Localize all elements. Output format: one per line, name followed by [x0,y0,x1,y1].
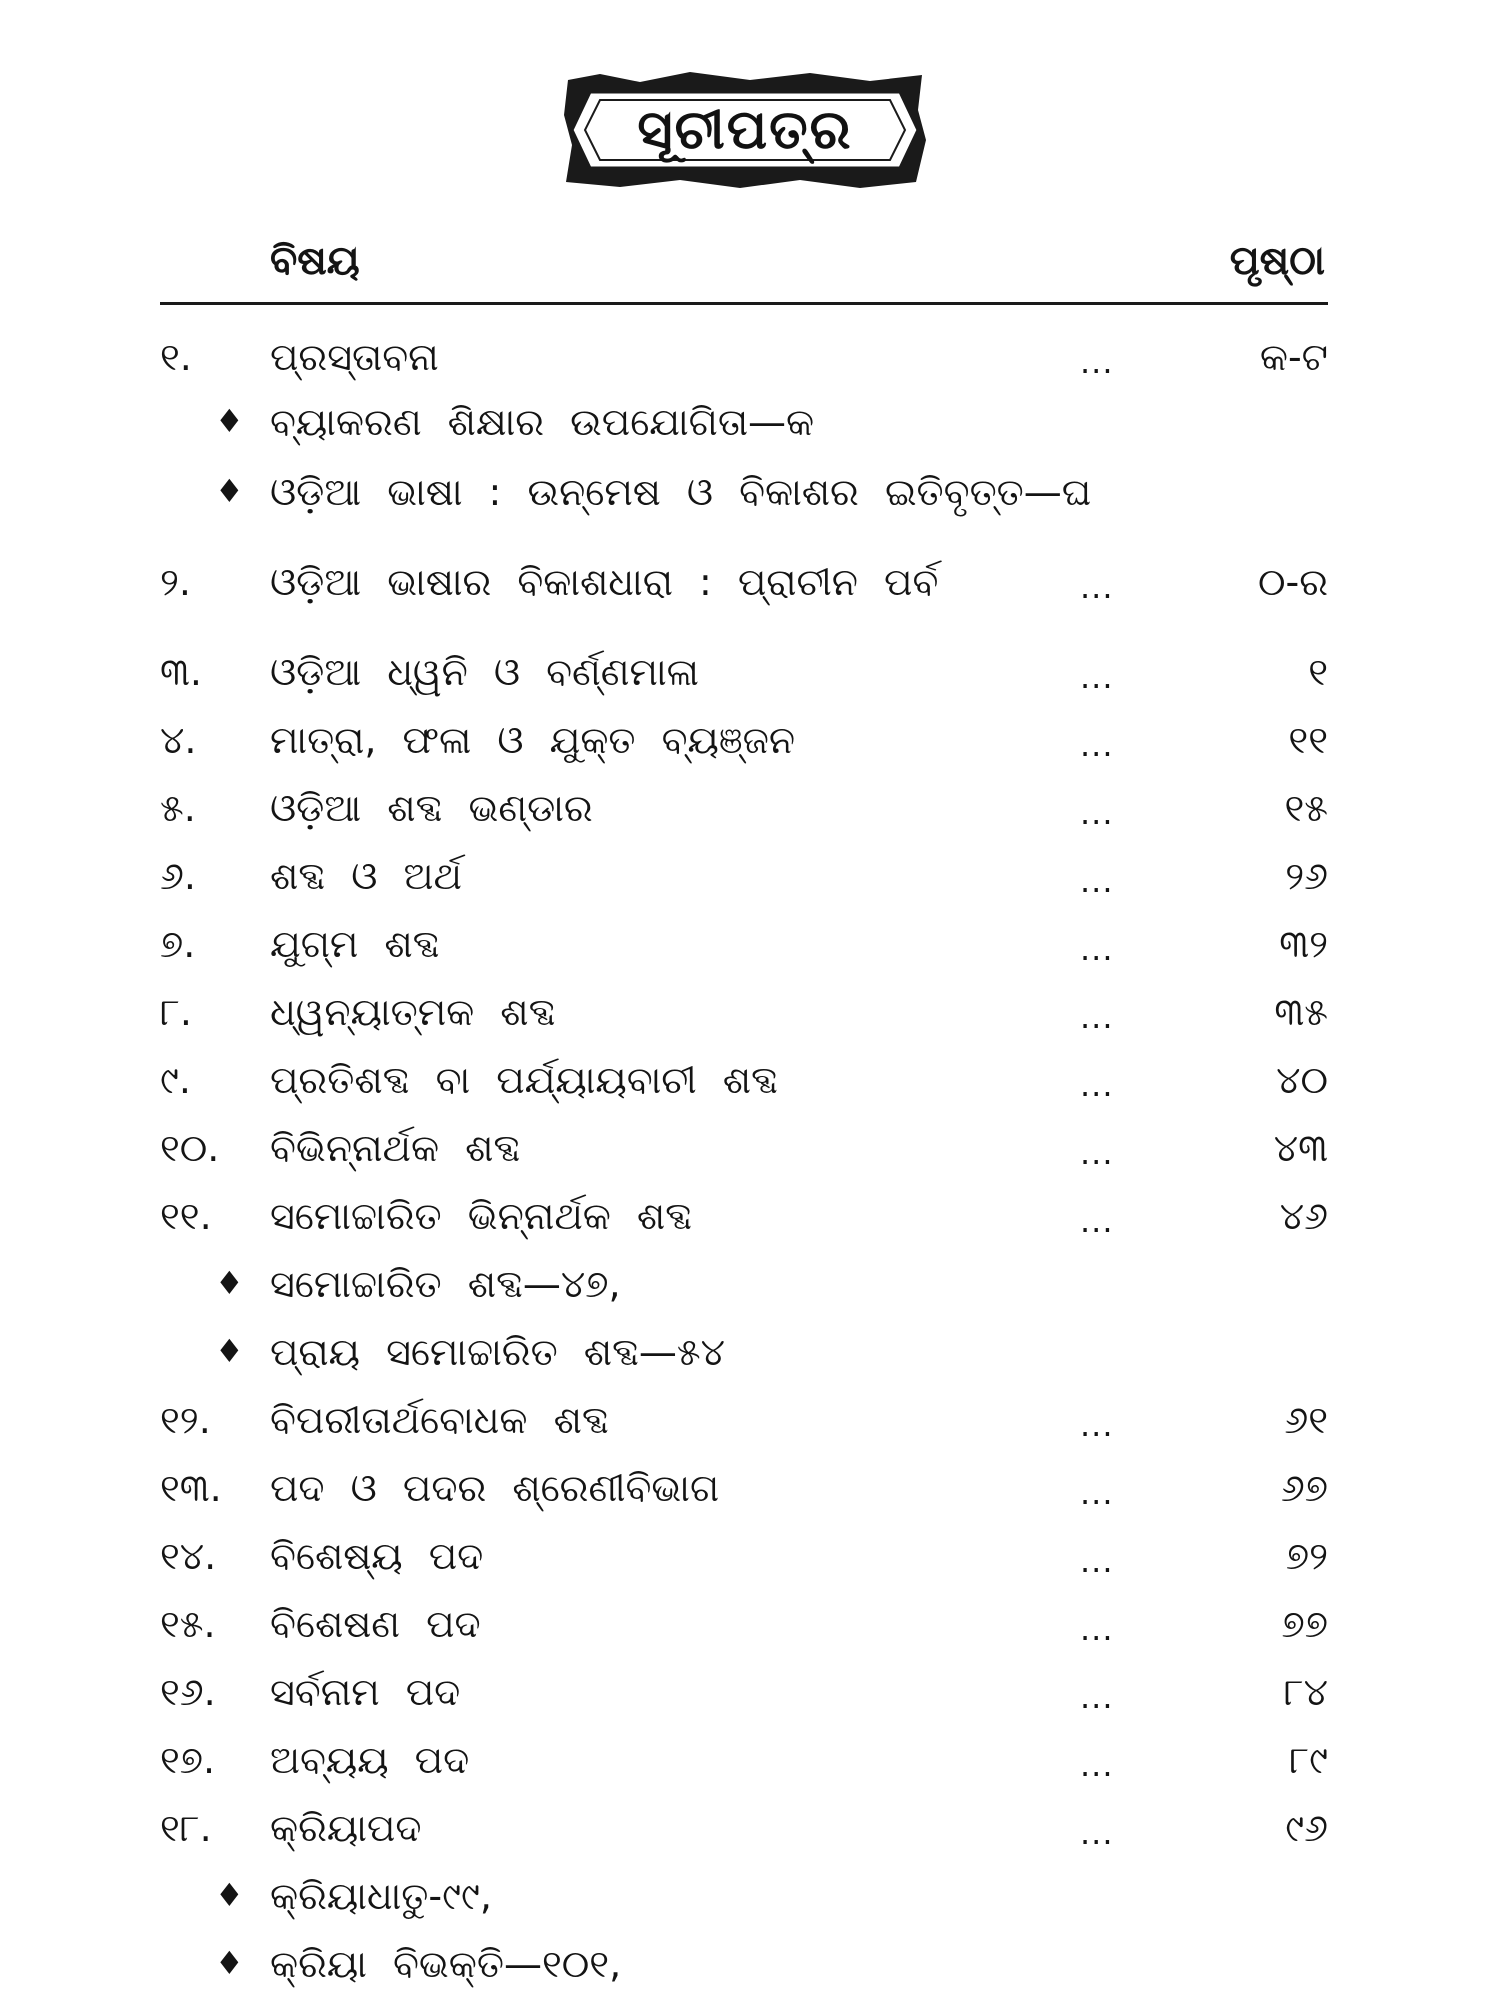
toc-subitem-label: କ୍ରିୟାଧାତୁ-୯୯, [270,1874,492,1918]
toc-entry-label: ଓଡ଼ିଆ ଶବ୍ଦ ଭଣ୍ଡାର [270,786,593,830]
toc-entry-number: ୯. [160,1058,191,1102]
toc-entry-label: ବିଶେଷ୍ୟ ପଦ [270,1534,484,1578]
leader-dots: ... [1080,998,1114,1036]
diamond-bullet-icon: ♦ [215,402,244,440]
column-header-subject: ବିଷୟ [270,238,360,284]
leader-dots: ... [1080,1610,1114,1648]
toc-entry-label: ଓଡ଼ିଆ ଭାଷାର ବିକାଶଧାରା : ପ୍ରାଚୀନ ପର୍ବ [270,560,939,604]
diamond-bullet-icon: ♦ [215,1876,244,1914]
toc-entry-label: ଧ୍ୱନ୍ୟାତ୍ମକ ଶବ୍ଦ [270,990,556,1034]
toc-subitem [0,1942,1500,2002]
toc-entry-page: ୭୭ [1281,1602,1328,1646]
toc-entry-label: କ୍ରିୟାପଦ [270,1806,422,1850]
diamond-bullet-icon: ♦ [215,1944,244,1982]
toc-entry-label: ଅବ୍ୟୟ ପଦ [270,1738,470,1782]
toc-entry-page: ୪୩ [1273,1126,1328,1170]
toc-entry [0,1058,1500,1118]
toc-entry-page: ୩୨ [1279,922,1328,966]
toc-entry-label: ପ୍ରତିଶବ୍ଦ ବା ପର୍ଯ୍ୟାୟବାଚୀ ଶବ୍ଦ [270,1058,778,1102]
toc-entry-page: ୧୫ [1284,786,1328,830]
toc-entry-page: ୮୪ [1283,1670,1328,1714]
toc-entry-page: ୧୧ [1288,718,1328,762]
toc-subitem-label: ବ୍ୟାକରଣ ଶିକ୍ଷାର ଉପଯୋଗିତା—କ [270,400,815,444]
toc-entry-page: ୨୬ [1285,854,1328,898]
toc-entry-label: ପ୍ରସ୍ତାବନା [270,335,439,379]
toc-entry [0,560,1500,620]
toc-entry [0,1738,1500,1798]
toc-entry [0,1466,1500,1526]
toc-entry [0,1670,1500,1730]
toc-entry-page: ୧ [1308,650,1328,694]
toc-subitem-label: ଓଡ଼ିଆ ଭାଷା : ଉନ୍ମେଷ ଓ ବିକାଶର ଇତିବୃତ୍ତ—ଘ [270,470,1092,514]
leader-dots: ... [1080,1202,1114,1240]
toc-entry-number: ୩. [160,650,202,694]
toc-entry-page: ୯୬ [1285,1806,1328,1850]
toc-subitem [0,1330,1500,1390]
column-header-page: ପୃଷ୍ଠା [1229,238,1325,284]
toc-entry-number: ୮. [160,990,192,1034]
toc-entry-page: ୮୯ [1289,1738,1328,1782]
toc-entry-page: କ-ଟ [1259,335,1328,379]
toc-entry-label: ସର୍ବନାମ ପଦ [270,1670,461,1714]
toc-entry [0,1806,1500,1866]
leader-dots: ... [1080,1746,1114,1784]
toc-entry [0,1602,1500,1662]
toc-entry-page: ୬୧ [1284,1398,1328,1442]
leader-dots: ... [1080,658,1114,696]
toc-entry [0,1126,1500,1186]
toc-entry [0,990,1500,1050]
toc-entry-label: ବିଭିନ୍ନାର୍ଥକ ଶବ୍ଦ [270,1126,521,1170]
toc-entry-page: ୩୫ [1274,990,1328,1034]
toc-subitem [0,1874,1500,1934]
toc-entry-label: ଶବ୍ଦ ଓ ଅର୍ଥ [270,854,462,898]
toc-entry-number: ୭. [160,922,196,966]
toc-entry-number: ୬. [160,854,196,898]
toc-entry-page: ୭୨ [1285,1534,1328,1578]
toc-entry-number: ୧୬. [160,1670,216,1714]
toc-entry-number: ୧୨. [160,1398,211,1442]
leader-dots: ... [1080,568,1114,606]
toc-entry-number: ୧୪. [160,1534,217,1578]
leader-dots: ... [1080,930,1114,968]
toc-entry-number: ୧୧. [160,1194,212,1238]
leader-dots: ... [1080,1678,1114,1716]
diamond-bullet-icon: ♦ [215,1332,244,1370]
toc-subitem [0,470,1500,530]
leader-dots: ... [1080,1542,1114,1580]
leader-dots: ... [1080,1474,1114,1512]
leader-dots: ... [1080,726,1114,764]
toc-entry-number: ୫. [160,786,196,830]
toc-entry-number: ୧୮. [160,1806,212,1850]
toc-entry-number: ୧. [160,335,192,379]
toc-entry-page: ୪୦ [1276,1058,1328,1102]
toc-entry [0,922,1500,982]
toc-subitem-label: ସମୋଚ୍ଚାରିତ ଶବ୍ଦ—୪୭, [270,1262,621,1306]
header-divider [160,302,1328,305]
leader-dots: ... [1080,1814,1114,1852]
toc-subitem [0,400,1500,460]
toc-entry-label: ପଦ ଓ ପଦର ଶ୍ରେଣୀବିଭାଗ [270,1466,720,1510]
leader-dots: ... [1080,1134,1114,1172]
toc-entry-label: ଓଡ଼ିଆ ଧ୍ୱନି ଓ ବର୍ଣ୍ଣମାଳା [270,650,699,694]
toc-subitem-label: ପ୍ରାୟ ସମୋଚ୍ଚାରିତ ଶବ୍ଦ—୫୪ [270,1330,725,1374]
toc-entry [0,854,1500,914]
toc-entry-label: ବିପରୀତାର୍ଥବୋଧକ ଶବ୍ଦ [270,1398,609,1442]
toc-entry-page: ୪୬ [1279,1194,1328,1238]
toc-subitem-label: କ୍ରିୟା ବିଭକ୍ତି—୧୦୧, [270,1942,622,1986]
leader-dots: ... [1080,1066,1114,1104]
toc-entry [0,1194,1500,1254]
toc-entry-number: ୧୩. [160,1466,222,1510]
toc-entry-label: ଯୁଗ୍ମ ଶବ୍ଦ [270,922,440,966]
toc-entry [0,1398,1500,1458]
toc-entry [0,1534,1500,1594]
diamond-bullet-icon: ♦ [215,1264,244,1302]
toc-entry-number: ୪. [160,718,197,762]
leader-dots: ... [1080,343,1114,381]
toc-entry [0,718,1500,778]
page-title: ସୂଚୀପତ୍ର [637,98,853,161]
toc-entry-page: ୦-ର [1257,560,1328,604]
toc-entry-label: ସମୋଚ୍ଚାରିତ ଭିନ୍ନାର୍ଥକ ଶବ୍ଦ [270,1194,693,1238]
toc-entry [0,335,1500,395]
toc-entry-number: ୧୭. [160,1738,216,1782]
toc-entry-label: ବିଶେଷଣ ପଦ [270,1602,481,1646]
leader-dots: ... [1080,862,1114,900]
diamond-bullet-icon: ♦ [215,472,244,510]
toc-entry-number: ୧୫. [160,1602,216,1646]
title-plaque [560,70,930,190]
toc-entry [0,786,1500,846]
toc-entry [0,650,1500,710]
leader-dots: ... [1080,794,1114,832]
toc-subitem [0,1262,1500,1322]
leader-dots: ... [1080,1406,1114,1444]
toc-entry-label: ମାତ୍ରା, ଫଳା ଓ ଯୁକ୍ତ ବ୍ୟଞ୍ଜନ [270,718,796,762]
toc-entry-page: ୬୭ [1280,1466,1328,1510]
toc-entry-number: ୨. [160,560,192,604]
toc-entry-number: ୧୦. [160,1126,220,1170]
